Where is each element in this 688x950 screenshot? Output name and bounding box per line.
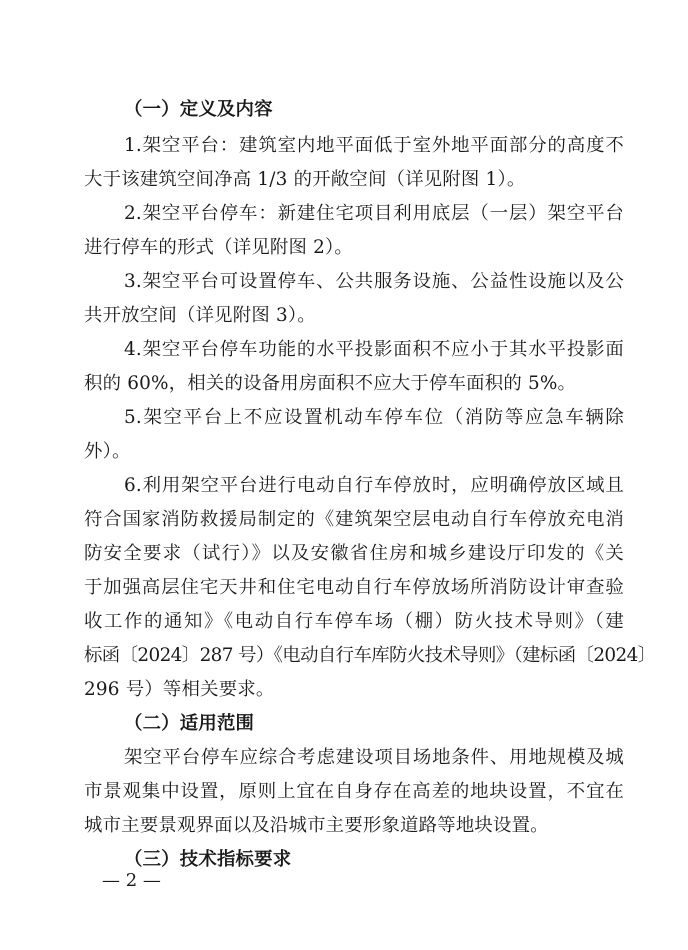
item1-line1: 1.架空平台：建筑室内地平面低于室外地平面部分的高度不 <box>124 135 624 156</box>
item3-line2: 共开放空间（详见附图 3）。 <box>84 305 316 326</box>
page-number: — 2 — <box>102 870 161 891</box>
item5-line2: 外）。 <box>84 441 131 462</box>
item1-line2: 大于该建筑空间净高 1/3 的开敞空间（详见附图 1）。 <box>84 169 526 190</box>
item6-line5: 收工作的通知》《电动自行车停车场（棚）防火技术导则》（建 <box>84 611 624 632</box>
item4-line2: 积的 60%，相关的设备用房面积不应大于停车面积的 5%。 <box>84 373 577 394</box>
item5-line1: 5.架空平台上不应设置机动车停车位（消防等应急车辆除 <box>124 407 624 428</box>
item6-line1: 6.利用架空平台进行电动自行车停放时，应明确停放区域且 <box>124 475 624 496</box>
scope-line1: 架空平台停车应综合考虑建设项目场地条件、用地规模及城 <box>124 747 624 768</box>
scope-line3: 城市主要景观界面以及沿城市主要形象道路等地块设置。 <box>84 815 549 836</box>
section-heading-technical: （三）技术指标要求 <box>124 849 292 870</box>
item6-line2: 符合国家消防救援局制定的《建筑架空层电动自行车停放充电消 <box>84 509 624 530</box>
section-heading-scope: （二）适用范围 <box>124 713 255 734</box>
item6-line4: 于加强高层住宅天井和住宅电动自行车停放场所消防设计审查验 <box>84 577 624 598</box>
item4-line1: 4.架空平台停车功能的水平投影面积不应小于其水平投影面 <box>124 339 624 360</box>
item6-line3: 防安全要求（试行）》以及安徽省住房和城乡建设厅印发的《关 <box>84 543 624 564</box>
item2-line1: 2.架空平台停车：新建住宅项目利用底层（一层）架空平台 <box>124 203 624 224</box>
item6-line6: 标函〔2024〕287 号）《电动自行车库防火技术导则》（建标函〔2024〕 <box>84 645 656 666</box>
item6-line7: 296 号）等相关要求。 <box>84 679 275 700</box>
section-heading-definition: （一）定义及内容 <box>124 99 273 120</box>
item2-line2: 进行停车的形式（详见附图 2）。 <box>84 237 354 258</box>
scope-line2: 市景观集中设置，原则上宜在自身存在高差的地块设置，不宜在 <box>84 781 624 802</box>
item3-line1: 3.架空平台可设置停车、公共服务设施、公益性设施以及公 <box>124 271 624 292</box>
